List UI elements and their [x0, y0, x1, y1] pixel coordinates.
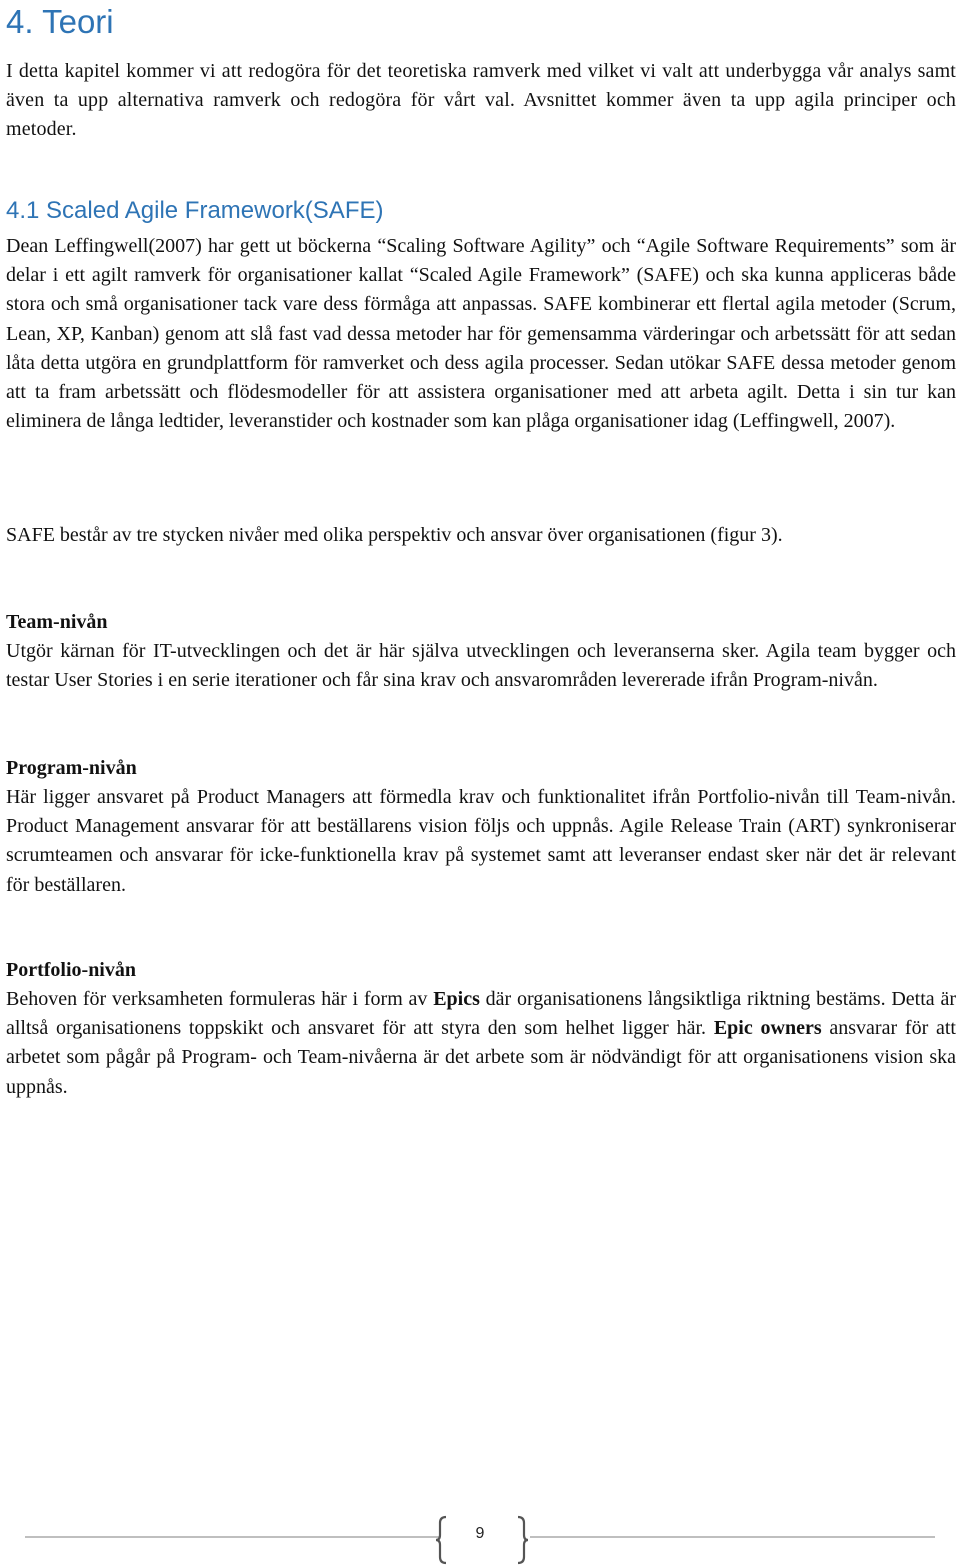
portfolio-level-paragraph	[6, 985, 956, 1102]
right-brace-icon	[516, 1515, 530, 1565]
footer-rule-left	[25, 1536, 440, 1538]
left-brace-icon	[434, 1515, 448, 1565]
program-level-heading: Program-nivån	[6, 757, 137, 779]
page-number: 9	[475, 1525, 485, 1542]
program-level-paragraph: Här ligger ansvaret på Product Managers att förmedla krav och funktionalitet ifrån Portfolio-nivån till Team-nivån. Product Management ansvarar för att beställarens vision följs och uppnås. Agile Release Train (ART) synkroniserar scrumteamen och ansvarar för icke-funktionella krav på systemet samt att leveranser endast sker när det är relevant för beställaren.	[6, 786, 956, 896]
safe-paragraph-2: SAFE består av tre stycken nivåer med olika perspektiv och ansvar över organisationen (figur 3).	[6, 524, 783, 546]
epic-owners-term: Epic owners	[713, 1017, 822, 1040]
portfolio-text-b: där organisationens långsiktliga riktning bestäms. Detta är alltså organisationens toppskikt och ansvaret för att styra den som helhet ligger här.	[6, 988, 956, 1040]
portfolio-level-heading: Portfolio-nivån	[6, 959, 136, 981]
chapter-title: 4. Teori	[6, 3, 114, 40]
team-level-heading: Team-nivån	[6, 611, 108, 633]
document-page	[6, 0, 956, 1098]
portfolio-text-c: ansvarar för att arbetet som pågår på Program- och Team-nivåerna är det arbete som är nödvändigt för att organisationens vision ska uppnås.	[6, 1017, 956, 1098]
section-title: 4.1 Scaled Agile Framework(SAFE)	[6, 197, 384, 224]
footer-rule-right	[530, 1536, 935, 1538]
safe-paragraph-1: Dean Leffingwell(2007) har gett ut böckerna “Scaling Software Agility” och “Agile Software Requirements” som är delar i ett agilt ramverk för organisationer kallat “Scaled Agile Framework” (SAFE) och ska kunna appliceras både stora och små organisationer tack vare dess förmåga att anpassas. SAFE kombinerar ett flertal agila metoder (Scrum, Lean, XP, Kanban) genom att slå fast vad dessa metoder har för gemensamma värderingar och arbetssätt för att sedan låta detta utgöra en grundplattform för ramverket och dess agila processer. Sedan utökar SAFE dessa metoder genom att ta fram arbetssätt och flödesmodeller för att assistera organisationer med att arbeta agilt. Detta i sin tur kan eliminera de långa ledtider, leveranstider och kostnader som kan plåga organisationer idag (Leffingwell, 2007).	[6, 235, 956, 433]
team-level-paragraph: Utgör kärnan för IT-utvecklingen och det är här själva utvecklingen och leveranserna sker. Agila team bygger och testar User Stories i en serie iterationer och får sina krav och ansvarområden levererade ifrån Program-nivån.	[6, 640, 956, 692]
epics-term: Epics	[433, 988, 480, 1010]
intro-paragraph: I detta kapitel kommer vi att redogöra för det teoretiska ramverk med vilket vi valt att underbygga vår analys samt även ta upp alternativa ramverk och redogöra för vårt val. Avsnittet kommer även ta upp agila principer och metoder.	[6, 60, 956, 141]
page-footer	[0, 1515, 960, 1565]
portfolio-text-a: Behoven för verksamheten formuleras här i form av	[6, 988, 434, 1010]
